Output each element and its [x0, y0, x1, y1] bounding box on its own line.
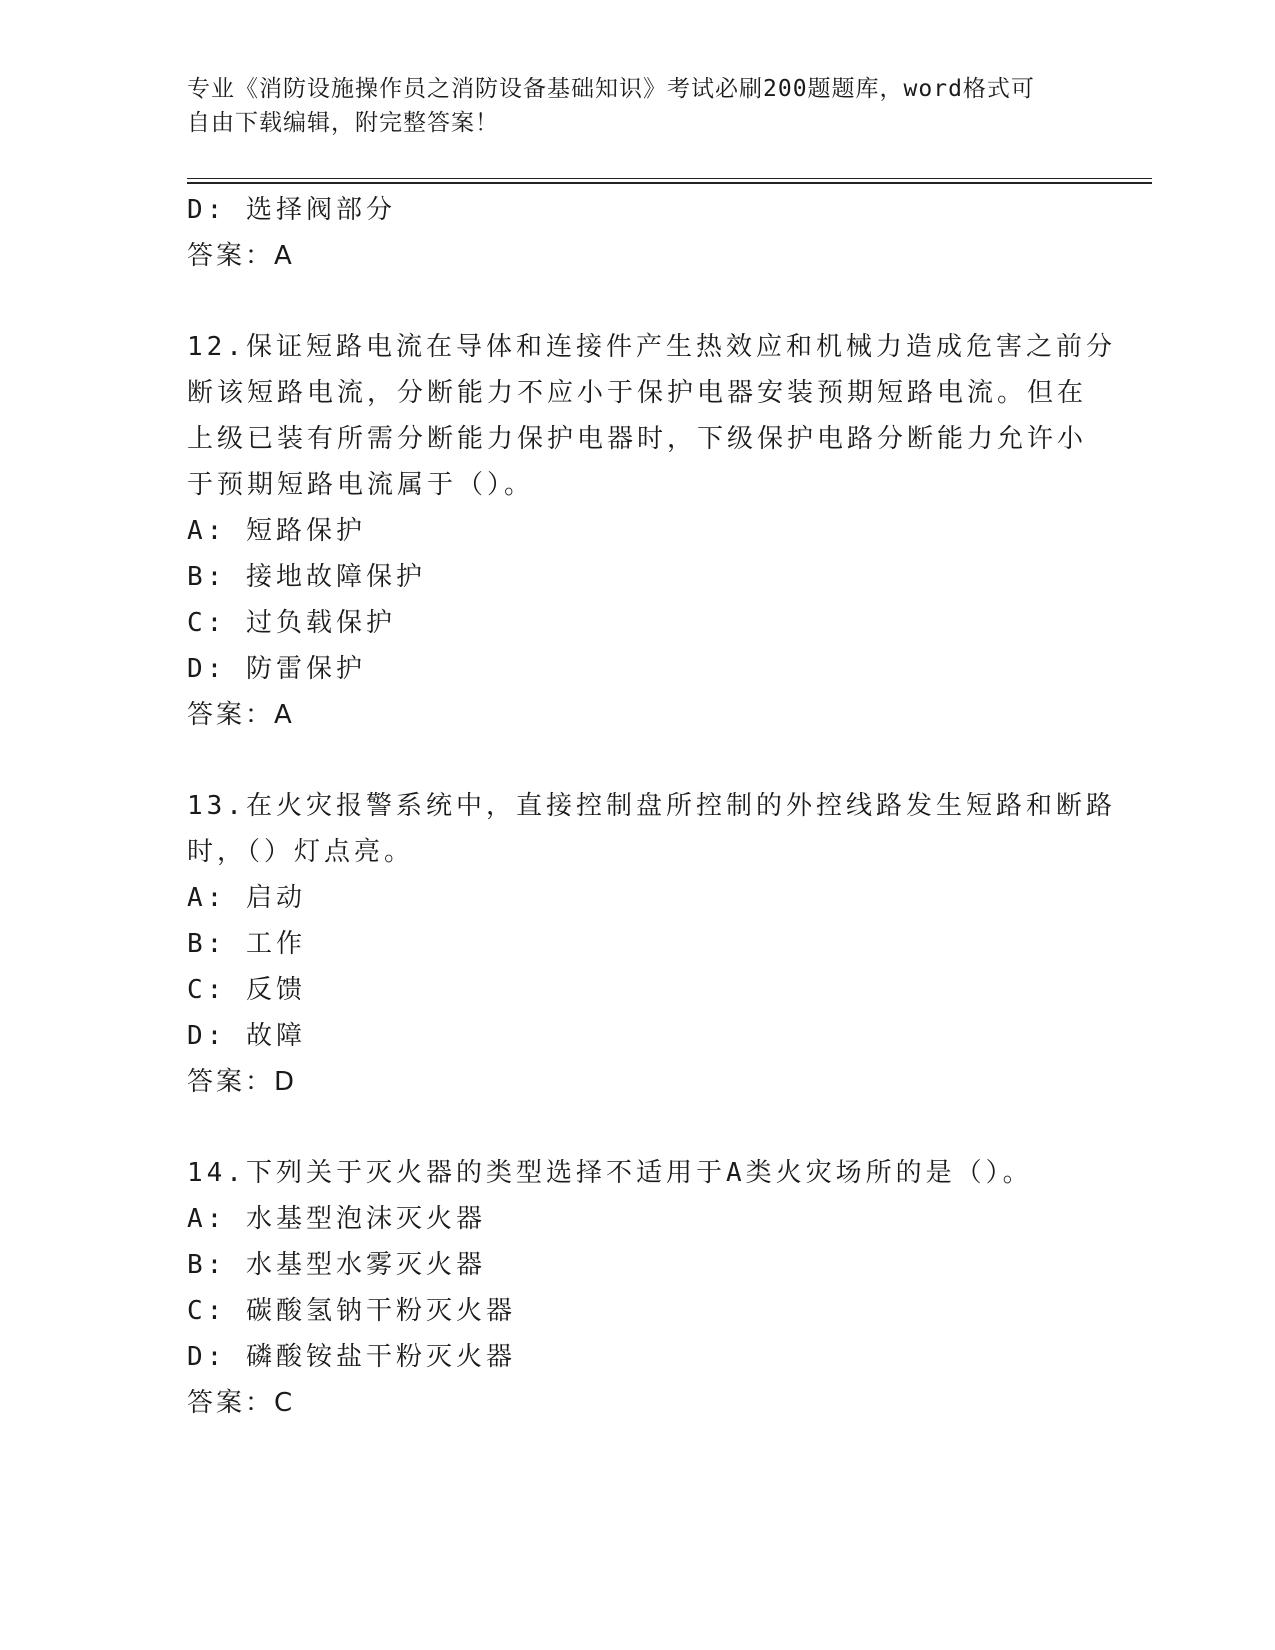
- option-b: B: 工作: [187, 929, 306, 959]
- question-13: [187, 783, 1116, 1105]
- answer-line: 答案：C: [187, 1388, 296, 1418]
- option-c: C: 过负载保护: [187, 608, 396, 638]
- option-c: C: 碳酸氢钠干粉灭火器: [187, 1296, 516, 1326]
- question-12: [187, 324, 1116, 738]
- option-b: B: 接地故障保护: [187, 562, 426, 592]
- question-text-line: 14.下列关于灭火器的类型选择不适用于A类火灾场所的是（）。: [187, 1158, 1033, 1188]
- option-a: A: 短路保护: [187, 516, 366, 546]
- question-14: [187, 1150, 1087, 1426]
- option-d: D: 防雷保护: [187, 654, 366, 684]
- question-text-line: 断该短路电流，分断能力不应小于保护电器安装预期短路电流。但在: [187, 378, 1088, 408]
- option-b: B: 水基型水雾灭火器: [187, 1250, 486, 1280]
- option-d: D: 磷酸铵盐干粉灭火器: [187, 1342, 516, 1372]
- header-line-2: 自由下载编辑，附完整答案！: [187, 110, 499, 136]
- option-d: D: 选择阀部分: [187, 195, 396, 225]
- document-header: [187, 72, 1087, 140]
- option-a: A: 启动: [187, 883, 306, 913]
- question-text-line: 上级已装有所需分断能力保护电器时，下级保护电路分断能力允许小: [187, 424, 1088, 454]
- option-d: D: 故障: [187, 1021, 306, 1051]
- option-a: A: 水基型泡沫灭火器: [187, 1204, 486, 1234]
- question-text-line: 12.保证短路电流在导体和连接件产生热效应和机械力造成危害之前分: [187, 332, 1116, 362]
- question-text-line: 时，（）灯点亮。: [187, 837, 415, 867]
- header-line-1: 专业《消防设施操作员之消防设备基础知识》考试必刷200题题库，word格式可: [187, 76, 1035, 102]
- question-text-line: 于预期短路电流属于（）。: [187, 470, 535, 500]
- answer-line: 答案：A: [187, 700, 295, 730]
- question-list: [187, 187, 1116, 1426]
- option-c: C: 反馈: [187, 975, 306, 1005]
- answer-line: 答案：A: [187, 241, 295, 271]
- previous-question-tail: [187, 187, 1087, 279]
- question-text-line: 13.在火灾报警系统中，直接控制盘所控制的外控线路发生短路和断路: [187, 791, 1116, 821]
- header-divider: [187, 178, 1152, 179]
- answer-line: 答案：D: [187, 1067, 298, 1097]
